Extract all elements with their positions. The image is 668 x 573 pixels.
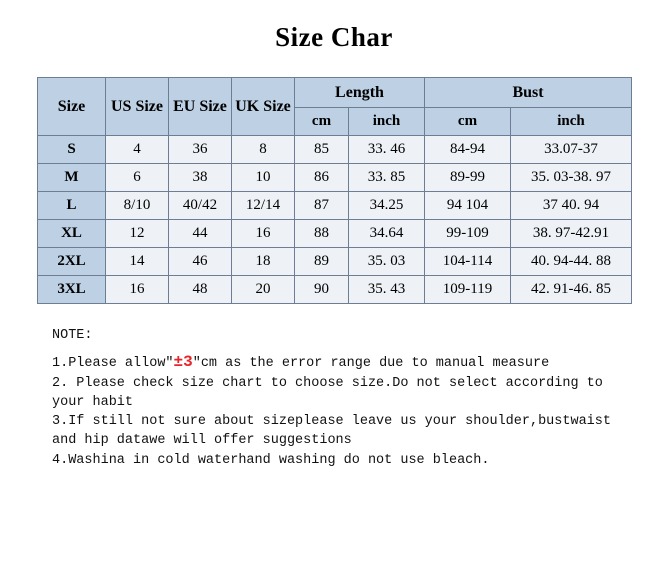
- cell-length-cm: 86: [295, 164, 349, 192]
- cell-length-inch: 33. 85: [349, 164, 425, 192]
- note-line-3: 3.If still not sure about sizeplease leave us your shoulder,bustwaist and hip datawe will offer suggestions: [52, 414, 620, 449]
- note-1-prefix: 1.Please allow″: [52, 356, 174, 372]
- cell-bust-inch: 37 40. 94: [511, 192, 632, 220]
- cell-bust-inch: 33.07-37: [511, 136, 632, 164]
- cell-length-inch: 35. 43: [349, 276, 425, 304]
- cell-eu: 38: [169, 164, 232, 192]
- page-title: Size Char: [275, 22, 393, 52]
- cell-bust-cm: 84-94: [425, 136, 511, 164]
- cell-us: 8/10: [106, 192, 169, 220]
- table-body: [38, 136, 632, 304]
- table-row: [38, 136, 632, 164]
- col-header-length: Length: [295, 78, 425, 108]
- cell-us: 14: [106, 248, 169, 276]
- cell-bust-inch: 42. 91-46. 85: [511, 276, 632, 304]
- cell-length-cm: 88: [295, 220, 349, 248]
- cell-length-cm: 85: [295, 136, 349, 164]
- cell-eu: 36: [169, 136, 232, 164]
- col-header-bust: Bust: [425, 78, 632, 108]
- table-row: [38, 276, 632, 304]
- cell-bust-cm: 99-109: [425, 220, 511, 248]
- cell-size: 2XL: [38, 248, 106, 276]
- cell-eu: 46: [169, 248, 232, 276]
- cell-size: XL: [38, 220, 106, 248]
- table-row: [38, 192, 632, 220]
- col-header-uk-size: UK Size: [232, 78, 295, 136]
- col-header-bust-cm: cm: [425, 108, 511, 136]
- cell-us: 6: [106, 164, 169, 192]
- cell-eu: 48: [169, 276, 232, 304]
- cell-eu: 44: [169, 220, 232, 248]
- cell-us: 16: [106, 276, 169, 304]
- cell-bust-inch: 38. 97-42.91: [511, 220, 632, 248]
- table-row: [38, 248, 632, 276]
- cell-bust-inch: 40. 94-44. 88: [511, 248, 632, 276]
- cell-size: S: [38, 136, 106, 164]
- table-header-row-groups: [38, 78, 632, 108]
- cell-length-inch: 33. 46: [349, 136, 425, 164]
- cell-length-inch: 34.25: [349, 192, 425, 220]
- cell-length-inch: 34.64: [349, 220, 425, 248]
- cell-size: L: [38, 192, 106, 220]
- table-row: [38, 164, 632, 192]
- cell-bust-cm: 94 104: [425, 192, 511, 220]
- cell-uk: 8: [232, 136, 295, 164]
- cell-length-cm: 90: [295, 276, 349, 304]
- size-table: [37, 77, 632, 304]
- note-1-suffix: ″cm as the error range due to manual measure: [192, 356, 550, 372]
- cell-size: M: [38, 164, 106, 192]
- col-header-us-size: US Size: [106, 78, 169, 136]
- cell-bust-inch: 35. 03-38. 97: [511, 164, 632, 192]
- col-header-size: Size: [38, 78, 106, 136]
- col-header-bust-inch: inch: [511, 108, 632, 136]
- col-header-length-cm: cm: [295, 108, 349, 136]
- col-header-eu-size: EU Size: [169, 78, 232, 136]
- notes-heading: NOTE:: [52, 328, 93, 343]
- cell-bust-cm: 109-119: [425, 276, 511, 304]
- cell-bust-cm: 89-99: [425, 164, 511, 192]
- notes-section: [52, 326, 632, 470]
- cell-us: 4: [106, 136, 169, 164]
- cell-length-cm: 87: [295, 192, 349, 220]
- cell-us: 12: [106, 220, 169, 248]
- note-line-4: 4.Washina in cold waterhand washing do not use bleach.: [52, 452, 490, 468]
- cell-bust-cm: 104-114: [425, 248, 511, 276]
- note-line-2: 2. Please check size chart to choose size.Do not select according to your habit: [52, 375, 611, 411]
- note-line-1: [52, 351, 632, 374]
- cell-uk: 12/14: [232, 192, 295, 220]
- table-row: [38, 220, 632, 248]
- cell-uk: 16: [232, 220, 295, 248]
- cell-uk: 20: [232, 276, 295, 304]
- col-header-length-inch: inch: [349, 108, 425, 136]
- cell-eu: 40/42: [169, 192, 232, 220]
- table-head: [38, 78, 632, 136]
- cell-uk: 18: [232, 248, 295, 276]
- cell-length-inch: 35. 03: [349, 248, 425, 276]
- size-chart-page: [0, 22, 668, 573]
- size-table-container: [37, 77, 631, 304]
- tolerance-value: ±3: [173, 353, 193, 372]
- cell-size: 3XL: [38, 276, 106, 304]
- cell-uk: 10: [232, 164, 295, 192]
- cell-length-cm: 89: [295, 248, 349, 276]
